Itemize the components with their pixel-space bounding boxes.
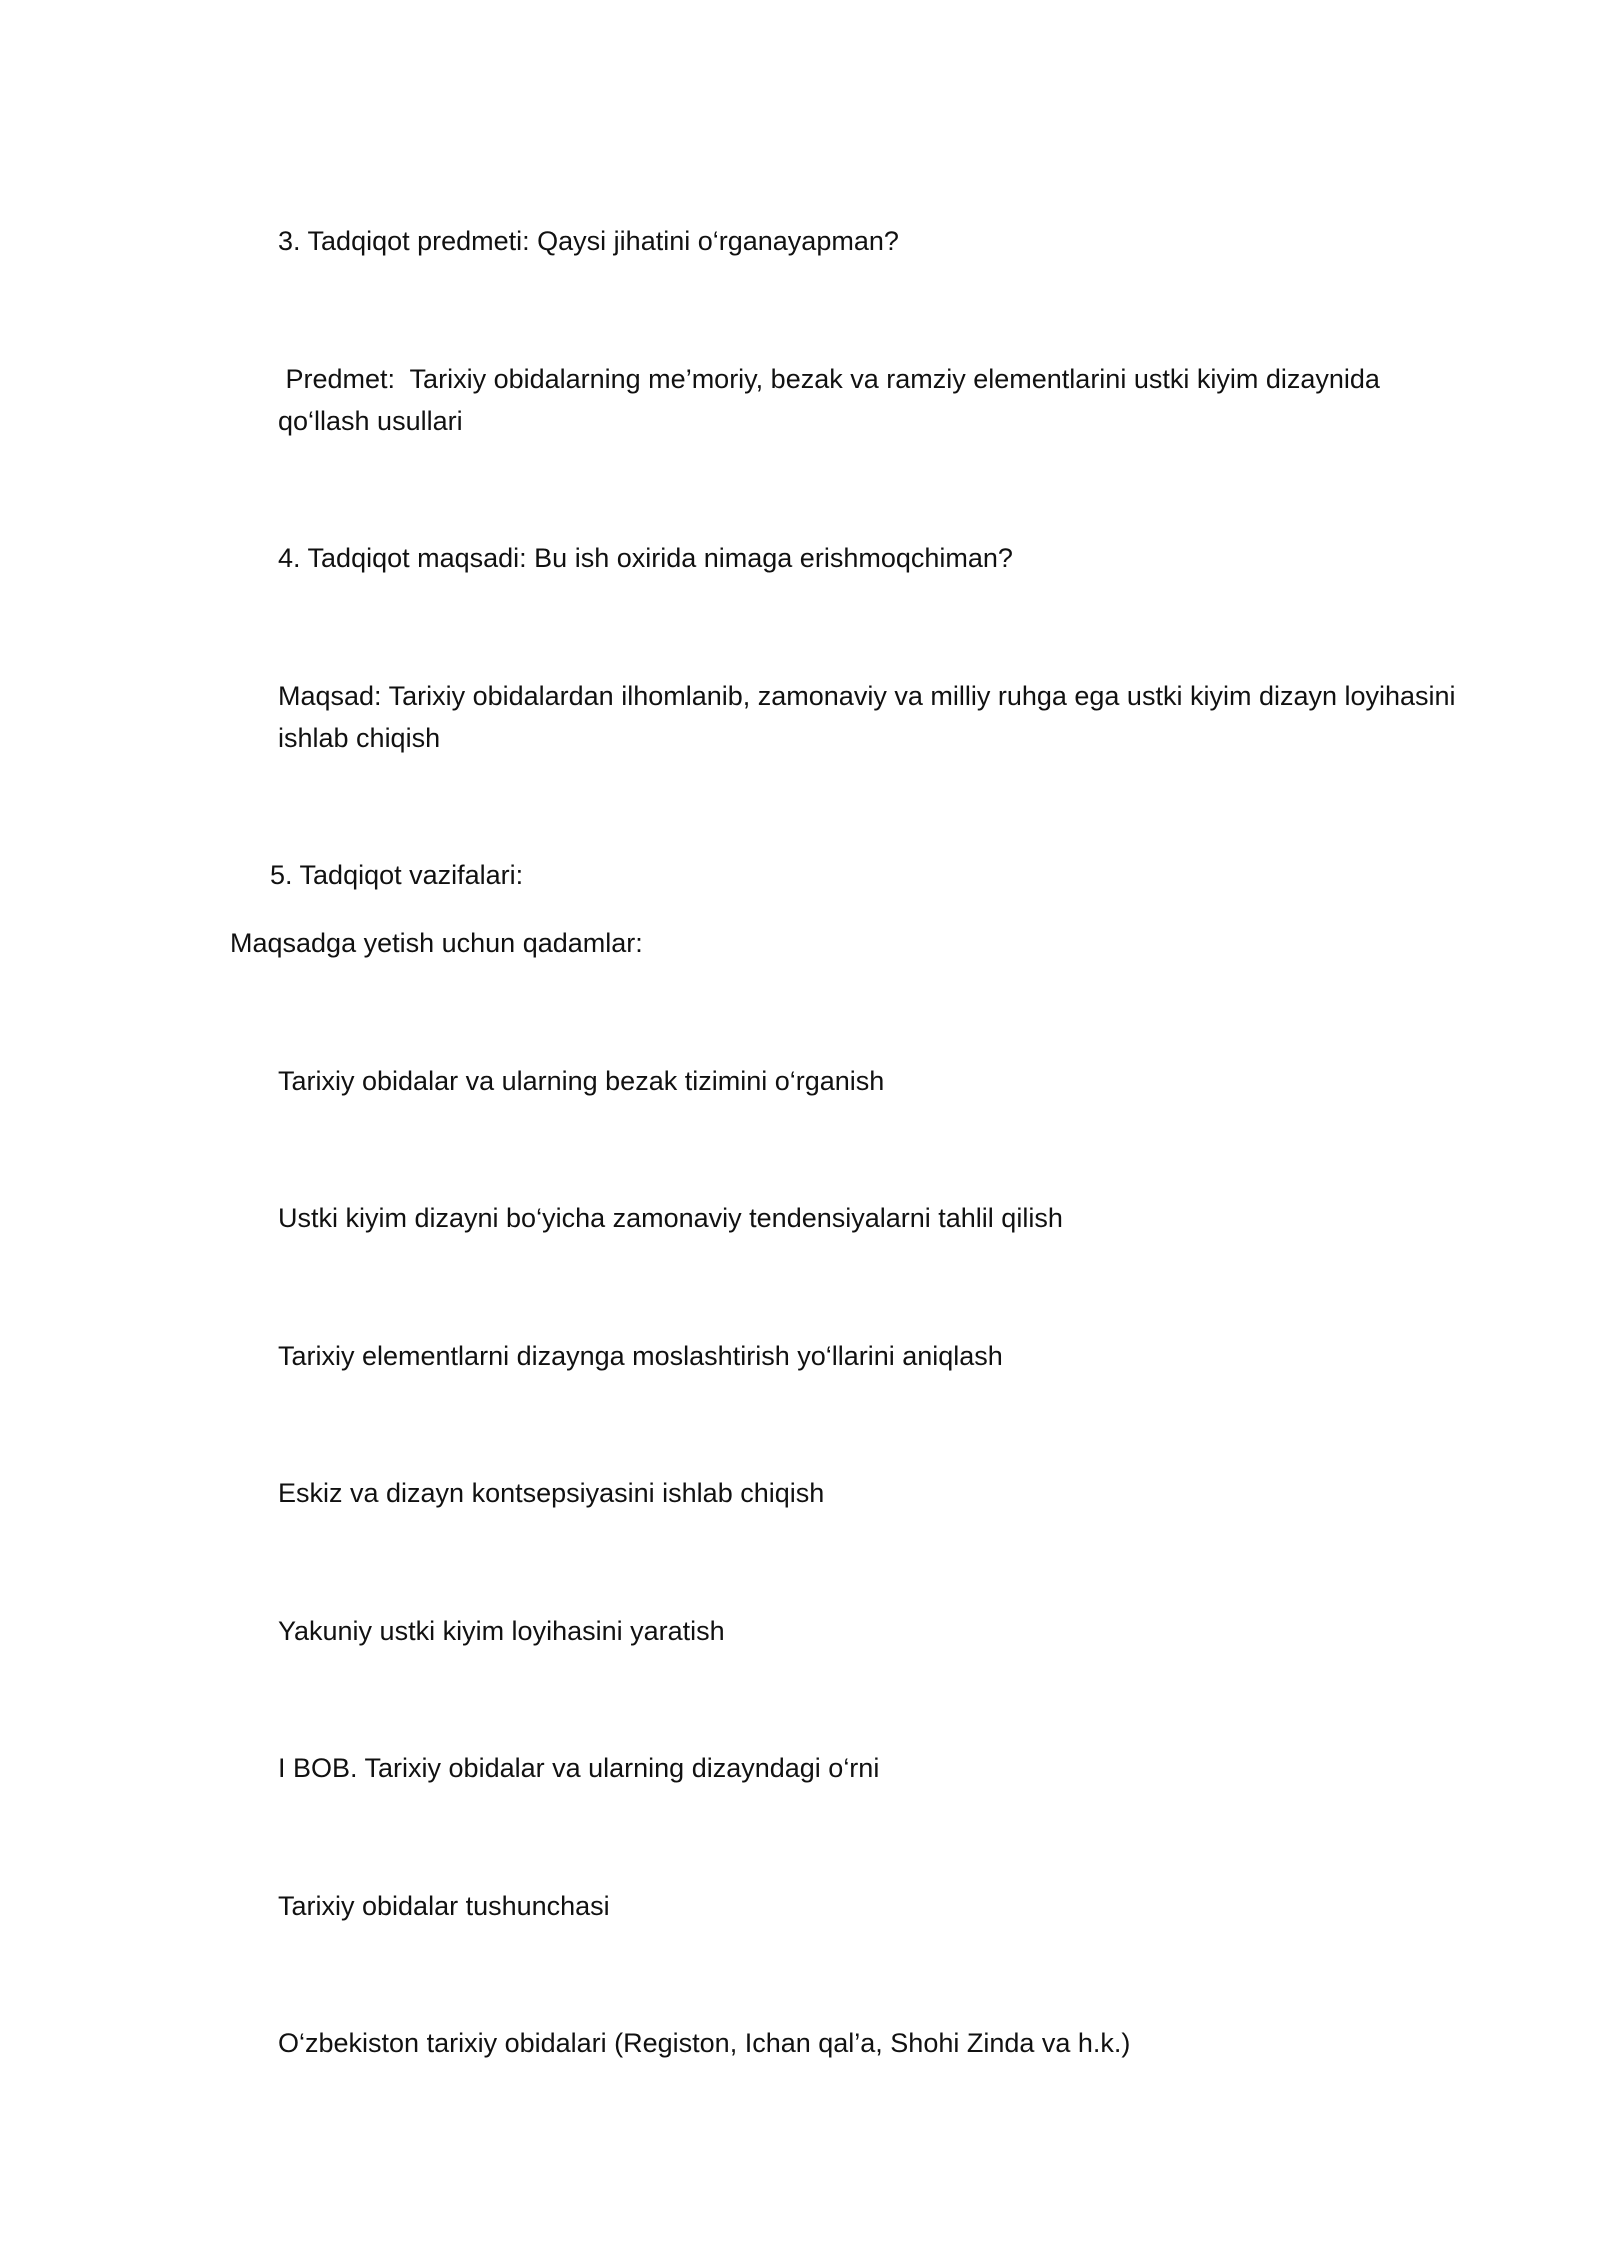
step-item: Ustki kiyim dizayni bo‘yicha zamonaviy tendensiyalarni tahlil qilish <box>278 1203 1063 1233</box>
maqsad-line-2: ishlab chiqish <box>278 723 441 753</box>
steps-intro: Maqsadga yetish uchun qadamlar: <box>230 928 643 958</box>
maqsad-paragraph <box>278 675 1456 759</box>
section-5-heading: 5. Tadqiqot vazifalari: <box>270 860 524 890</box>
section-4-heading: 4. Tadqiqot maqsadi: Bu ish oxirida nimaga erishmoqchiman? <box>278 543 1013 573</box>
step-item: Tarixiy elementlarni dizaynga moslashtirish yo‘llarini aniqlash <box>278 1341 1003 1371</box>
chapter-item: Tarixiy obidalar tushunchasi <box>278 1891 610 1921</box>
predmet-paragraph <box>278 358 1380 442</box>
step-item: Yakuniy ustki kiyim loyihasini yaratish <box>278 1616 725 1646</box>
predmet-line-1: Predmet: Tarixiy obidalarning me’moriy, bezak va ramziy elementlarini ustki kiyim dizaynida <box>278 364 1380 394</box>
step-item: Tarixiy obidalar va ularning bezak tizimini o‘rganish <box>278 1066 885 1096</box>
predmet-line-2: qo‘llash usullari <box>278 406 463 436</box>
step-item: Eskiz va dizayn kontsepsiyasini ishlab chiqish <box>278 1478 825 1508</box>
chapter-title: I BOB. Tarixiy obidalar va ularning dizayndagi o‘rni <box>278 1753 880 1783</box>
chapter-item: O‘zbekiston tarixiy obidalari (Registon, Ichan qal’a, Shohi Zinda va h.k.) <box>278 2028 1131 2058</box>
maqsad-line-1: Maqsad: Tarixiy obidalardan ilhomlanib, zamonaviy va milliy ruhga ega ustki kiyim dizayn loyihasini <box>278 681 1456 711</box>
section-3-heading: 3. Tadqiqot predmeti: Qaysi jihatini o‘rganayapman? <box>278 226 899 256</box>
